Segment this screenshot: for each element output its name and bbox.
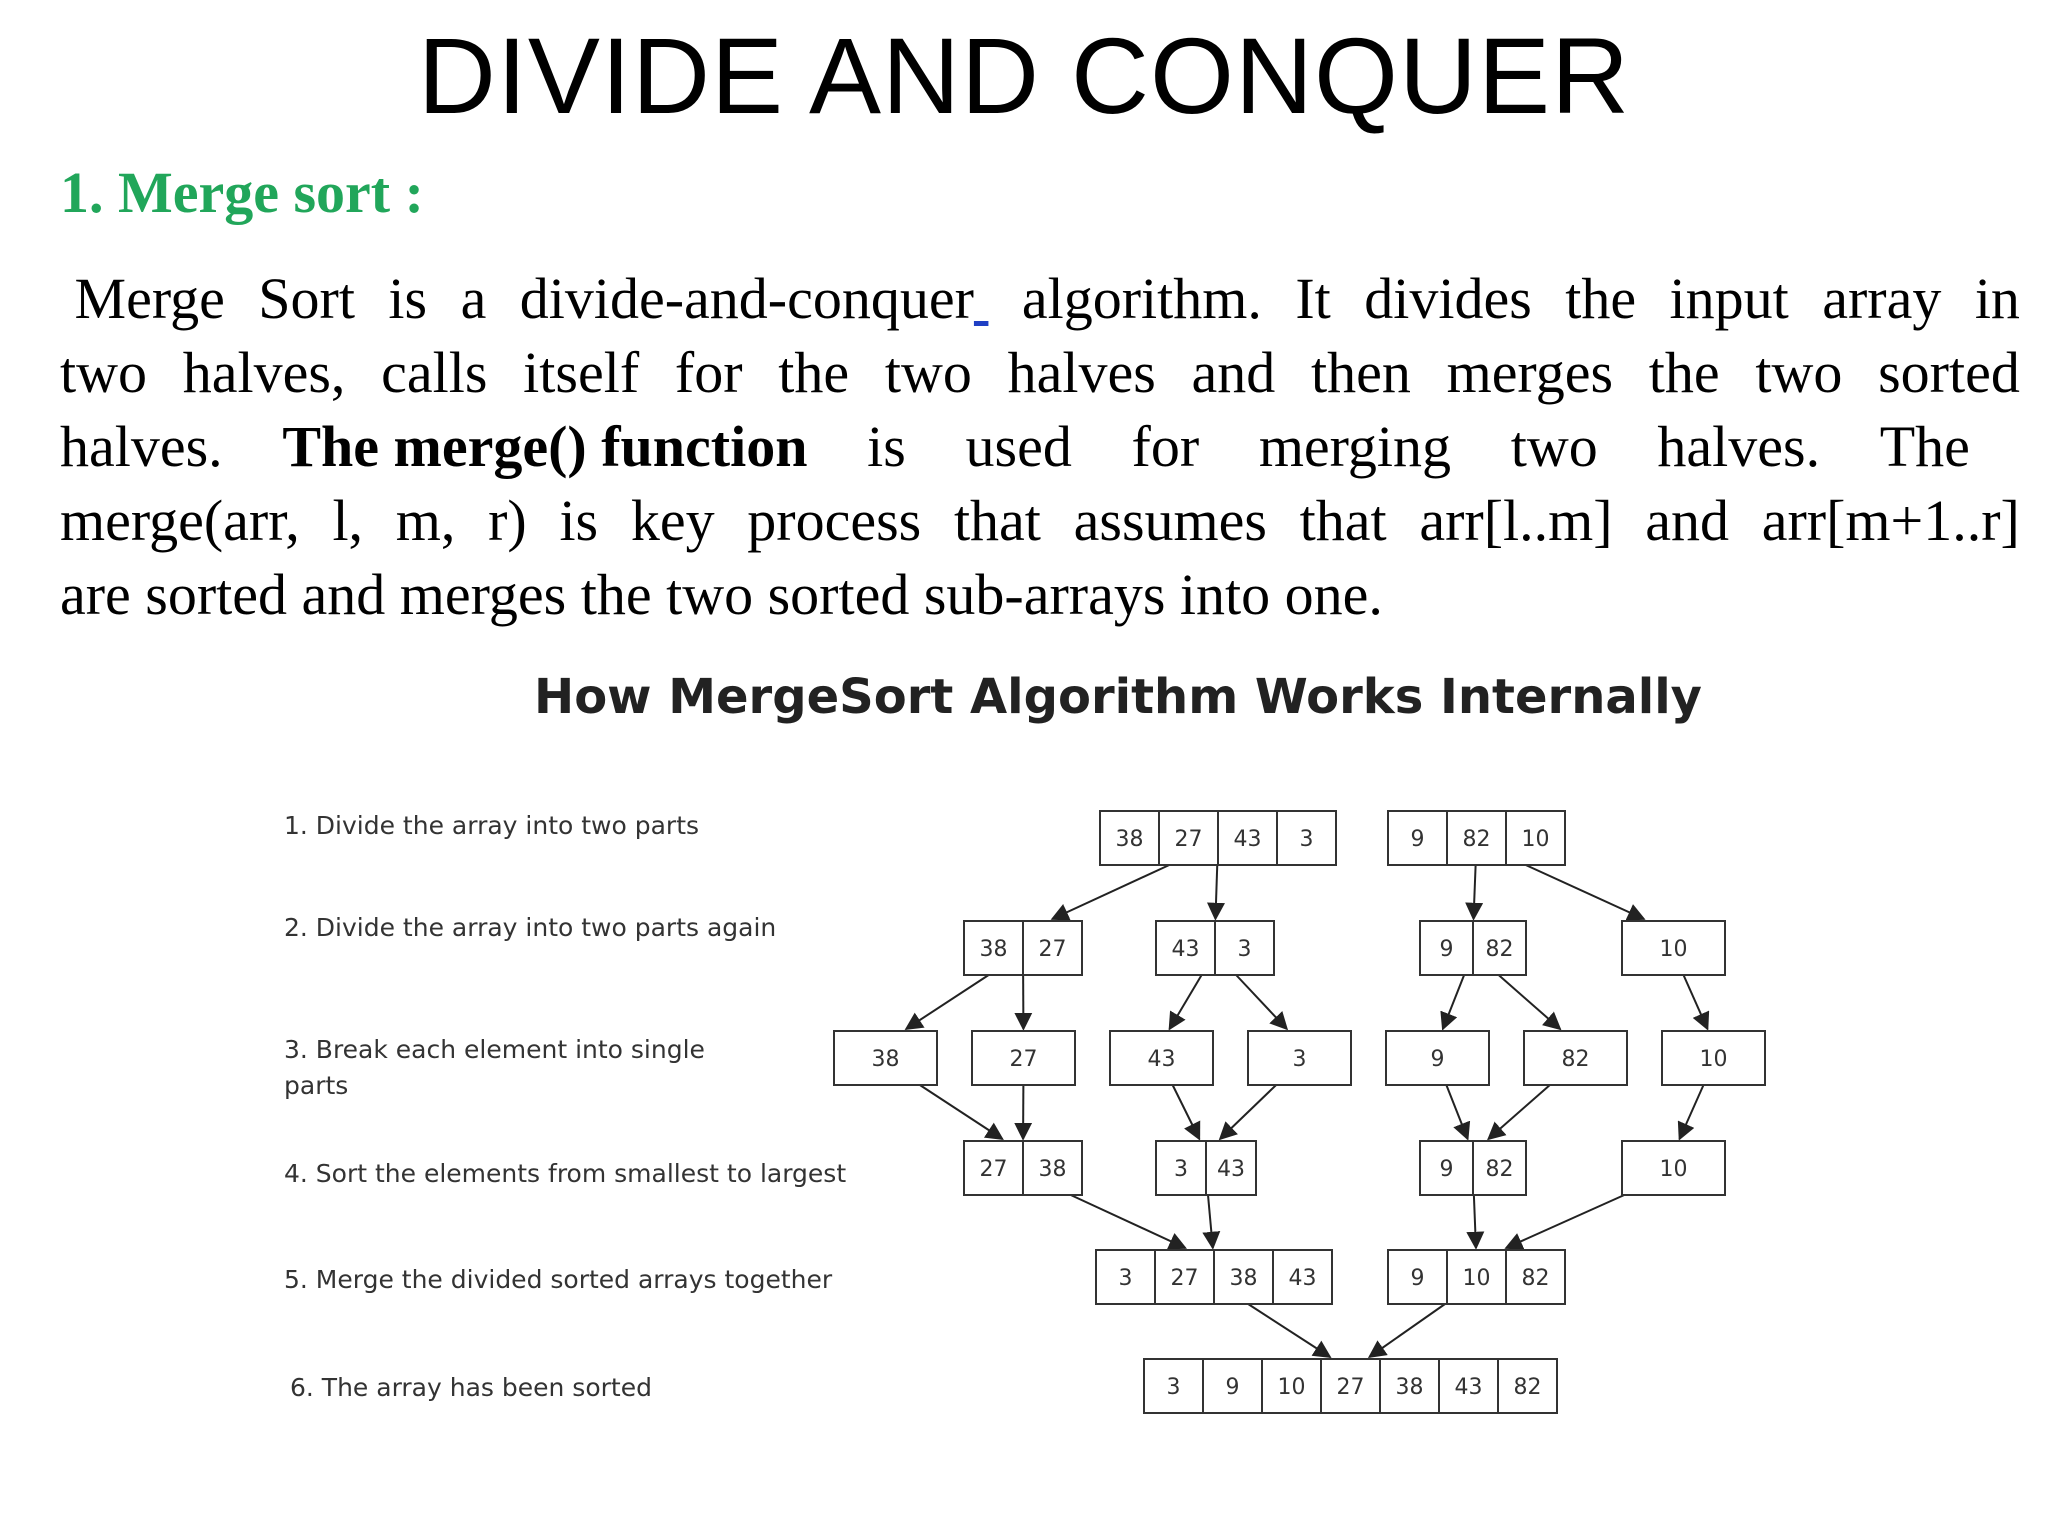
- word: merges: [1446, 340, 1614, 405]
- word: assumes: [1073, 488, 1267, 553]
- step-2-label: 2. Divide the array into two parts again: [284, 913, 777, 942]
- word: then: [1310, 340, 1411, 405]
- step-5-label: 5. Merge the divided sorted arrays together: [284, 1265, 833, 1294]
- array-box: [1420, 1141, 1526, 1195]
- word: halves.: [60, 414, 223, 479]
- word: a: [460, 266, 487, 331]
- array-cell-value: 82: [1521, 1266, 1550, 1291]
- flow-arrow: [1248, 1304, 1330, 1357]
- array-box: [1144, 1359, 1557, 1413]
- word: the: [1648, 340, 1720, 405]
- array-cell-value: 38: [979, 937, 1008, 962]
- array-cell-value: 3: [1292, 1047, 1307, 1072]
- array-box: [1110, 1031, 1213, 1085]
- word: halves.: [1657, 414, 1821, 479]
- array-cell-value: 43: [1147, 1047, 1176, 1072]
- flow-arrow: [1052, 865, 1169, 919]
- array-box: [1420, 921, 1526, 975]
- word: the: [778, 340, 850, 405]
- array-cell-value: 3: [1174, 1157, 1188, 1182]
- step-6-label: 6. The array has been sorted: [290, 1373, 652, 1402]
- word: is: [867, 414, 906, 479]
- flow-arrow: [1369, 1304, 1445, 1357]
- array-cell-value: 43: [1217, 1157, 1245, 1182]
- word: merge(arr,: [60, 488, 300, 553]
- word: key: [630, 488, 715, 553]
- array-cell-value: 82: [1462, 827, 1491, 852]
- array-box: [972, 1031, 1075, 1085]
- merge-function-emphasis: The merge() function: [282, 414, 808, 479]
- flow-arrow: [1446, 1085, 1467, 1139]
- word: that: [1299, 488, 1387, 553]
- word: two: [60, 340, 147, 405]
- array-cell-value: 10: [1521, 827, 1550, 852]
- array-cell-value: 43: [1233, 827, 1262, 852]
- word: sorted: [1878, 340, 2020, 405]
- flow-arrow: [1474, 865, 1476, 919]
- array-cell-value: 10: [1659, 1157, 1688, 1182]
- array-cell-value: 27: [1038, 937, 1067, 962]
- flow-arrow: [1443, 975, 1464, 1029]
- word: itself: [523, 340, 640, 405]
- word: Merge: [60, 266, 225, 331]
- array-cell-value: 38: [1115, 827, 1144, 852]
- word: process: [747, 488, 922, 553]
- array-cell-value: 38: [1229, 1266, 1258, 1291]
- word: the: [1565, 266, 1637, 331]
- merge-sort-heading: 1. Merge sort :: [60, 160, 424, 225]
- array-cell-value: 10: [1277, 1375, 1306, 1400]
- word: is: [388, 266, 428, 331]
- flow-arrow: [1684, 975, 1708, 1029]
- flow-arrow: [1215, 865, 1217, 919]
- array-cell-value: 27: [979, 1157, 1008, 1182]
- array-box: [1388, 1250, 1565, 1304]
- array-cell-value: 27: [1174, 827, 1203, 852]
- array-box: [964, 921, 1082, 975]
- word: that: [953, 488, 1041, 553]
- array-cell-value: 10: [1659, 937, 1688, 962]
- word: merging: [1258, 414, 1452, 479]
- flow-arrow: [1499, 975, 1561, 1029]
- array-cell-value: 38: [871, 1047, 900, 1072]
- array-cell-value: 10: [1699, 1047, 1728, 1072]
- word: algorithm.: [1021, 266, 1262, 331]
- word: Sort: [258, 266, 355, 331]
- flow-arrow: [920, 1085, 1003, 1139]
- step-3-label-cont: parts: [284, 1071, 349, 1100]
- word: halves,: [182, 340, 346, 405]
- flow-arrow: [1506, 1195, 1624, 1248]
- paragraph-line-5: are sorted and merges the two sorted sub-arrays into one.: [60, 562, 1383, 627]
- array-cell-value: 9: [1410, 827, 1425, 852]
- word: calls: [381, 340, 488, 405]
- word: arr[m+1..r]: [1761, 488, 2020, 553]
- array-box: [964, 1141, 1082, 1195]
- word: array: [1822, 266, 1942, 331]
- array-cell-value: 43: [1454, 1375, 1483, 1400]
- array-box: [1156, 1141, 1256, 1195]
- word: divides: [1364, 266, 1532, 331]
- flow-arrow: [1680, 1085, 1704, 1139]
- word: r): [488, 488, 527, 553]
- array-cell-value: 3: [1118, 1266, 1133, 1291]
- array-box: [1096, 1250, 1332, 1304]
- flow-arrow: [1488, 1085, 1550, 1139]
- word: arr[l..m]: [1419, 488, 1613, 553]
- word: input: [1669, 266, 1789, 331]
- flow-arrow: [1071, 1195, 1186, 1248]
- array-box: [1388, 811, 1565, 865]
- array-boxes: [834, 811, 1765, 1413]
- flow-arrow: [1220, 1085, 1276, 1139]
- array-cell-value: 27: [1170, 1266, 1199, 1291]
- word: for: [674, 340, 743, 405]
- array-box: [1156, 921, 1274, 975]
- array-cell-value: 43: [1288, 1266, 1317, 1291]
- array-cell-value: 82: [1561, 1047, 1590, 1072]
- figure-title: How MergeSort Algorithm Works Internally: [534, 669, 1702, 725]
- word: l,: [332, 488, 364, 553]
- word: two: [884, 340, 972, 405]
- flow-arrow: [1208, 1195, 1213, 1248]
- array-cell-value: 10: [1462, 1266, 1491, 1291]
- array-box: [1524, 1031, 1627, 1085]
- word-with-link-mark: divide-and-conquer: [520, 262, 989, 336]
- array-box: [1622, 1141, 1725, 1195]
- array-cell-value: 43: [1171, 937, 1200, 962]
- word: in: [1974, 266, 2020, 331]
- array-cell-value: 9: [1430, 1047, 1445, 1072]
- word: two: [1510, 414, 1598, 479]
- array-box: [834, 1031, 937, 1085]
- word: and: [1645, 488, 1730, 553]
- array-box: [1100, 811, 1336, 865]
- step-4-label: 4. Sort the elements from smallest to largest: [284, 1159, 847, 1188]
- array-cell-value: 82: [1513, 1375, 1542, 1400]
- array-box: [1386, 1031, 1489, 1085]
- array-box: [1622, 921, 1725, 975]
- flow-arrow: [1236, 975, 1287, 1029]
- array-cell-value: 9: [1410, 1266, 1425, 1291]
- step-3-label: 3. Break each element into single: [284, 1035, 705, 1064]
- array-cell-value: 27: [1009, 1047, 1038, 1072]
- array-cell-value: 38: [1038, 1157, 1067, 1182]
- word: for: [1131, 414, 1200, 479]
- array-cell-value: 3: [1299, 827, 1314, 852]
- flow-arrow: [1474, 1195, 1476, 1248]
- array-cell-value: 82: [1485, 1157, 1514, 1182]
- word: is: [559, 488, 599, 553]
- array-cell-value: 9: [1439, 937, 1454, 962]
- array-box: [1248, 1031, 1351, 1085]
- flow-arrow: [1170, 975, 1202, 1029]
- array-cell-value: 3: [1237, 937, 1252, 962]
- word: It: [1295, 266, 1331, 331]
- array-cell-value: 9: [1439, 1157, 1454, 1182]
- flow-arrow: [1173, 1085, 1200, 1139]
- slide-title: DIVIDE AND CONQUER: [417, 15, 1631, 136]
- word: two: [1755, 340, 1843, 405]
- flow-arrow: [906, 975, 989, 1029]
- flow-arrow: [1526, 865, 1644, 919]
- array-cell-value: 38: [1395, 1375, 1424, 1400]
- word: m,: [395, 488, 456, 553]
- array-cell-value: 9: [1225, 1375, 1240, 1400]
- array-cell-value: 27: [1336, 1375, 1365, 1400]
- array-cell-value: 3: [1166, 1375, 1181, 1400]
- array-box: [1662, 1031, 1765, 1085]
- word: and: [1191, 340, 1276, 405]
- array-cell-value: 82: [1485, 937, 1514, 962]
- word: halves: [1007, 340, 1156, 405]
- word: used: [965, 414, 1072, 479]
- word: The: [1879, 414, 1970, 479]
- step-1-label: 1. Divide the array into two parts: [284, 811, 700, 840]
